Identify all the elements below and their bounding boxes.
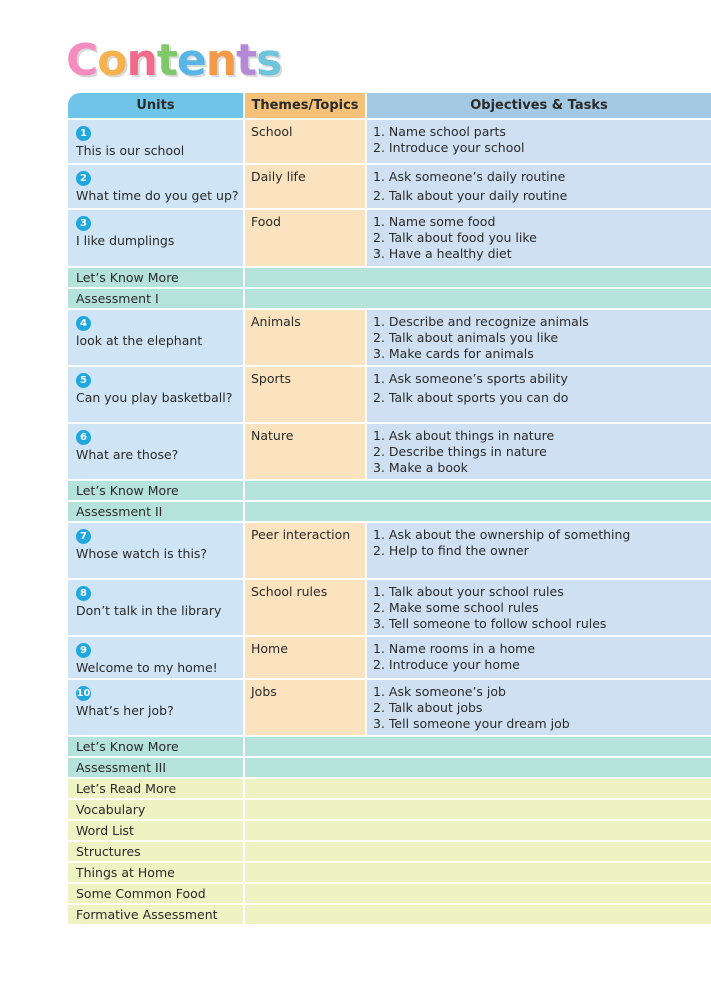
objective-item: 3. Make a book bbox=[373, 460, 468, 475]
table-header bbox=[68, 93, 711, 118]
section-row[interactable] bbox=[68, 289, 711, 308]
unit-row[interactable] bbox=[68, 210, 711, 266]
title-letter: n bbox=[205, 35, 237, 86]
unit-cell[interactable] bbox=[68, 424, 243, 479]
objective-item: 3. Make cards for animals bbox=[373, 346, 534, 361]
unit-cell[interactable] bbox=[68, 310, 243, 365]
unit-cell[interactable] bbox=[68, 637, 243, 678]
unit-row[interactable] bbox=[68, 580, 711, 635]
unit-title[interactable]: Can you play basketball? bbox=[76, 390, 233, 405]
theme-cell: Jobs bbox=[245, 680, 365, 735]
header-themes: Themes/Topics bbox=[245, 93, 365, 118]
unit-number-badge: 4 bbox=[76, 316, 91, 331]
unit-row[interactable] bbox=[68, 120, 711, 163]
objective-item: 2. Talk about animals you like bbox=[373, 330, 559, 345]
unit-row[interactable] bbox=[68, 165, 711, 208]
unit-number-badge: 1 bbox=[76, 126, 91, 141]
objectives-cell bbox=[367, 310, 711, 365]
objective-item: 2. Introduce your home bbox=[373, 657, 520, 672]
objective-item: 1. Name rooms in a home bbox=[373, 641, 536, 656]
theme-cell: Animals bbox=[245, 310, 365, 365]
appendix-fill bbox=[245, 863, 711, 882]
appendix-row[interactable] bbox=[68, 800, 711, 819]
section-fill bbox=[245, 758, 711, 777]
header-units: Units bbox=[68, 93, 243, 118]
theme-cell: School bbox=[245, 120, 365, 163]
theme-cell: Food bbox=[245, 210, 365, 266]
unit-title[interactable]: What’s her job? bbox=[76, 703, 174, 718]
unit-row[interactable] bbox=[68, 637, 711, 678]
unit-cell[interactable] bbox=[68, 165, 243, 208]
unit-title[interactable]: look at the elephant bbox=[76, 333, 203, 348]
objective-item: 1. Ask about the ownership of something bbox=[373, 527, 631, 542]
unit-title[interactable]: This is our school bbox=[76, 143, 185, 158]
theme-cell: Peer interaction bbox=[245, 523, 365, 578]
appendix-row[interactable] bbox=[68, 842, 711, 861]
appendix-row[interactable] bbox=[68, 863, 711, 882]
appendix-fill bbox=[245, 884, 711, 903]
unit-title[interactable]: What are those? bbox=[76, 447, 179, 462]
theme-cell: Daily life bbox=[245, 165, 365, 208]
unit-title[interactable]: What time do you get up? bbox=[76, 188, 239, 203]
unit-number-badge: 6 bbox=[76, 430, 91, 445]
objective-item: 3. Tell someone to follow school rules bbox=[373, 616, 607, 631]
objectives-cell bbox=[367, 680, 711, 735]
unit-number-badge: 7 bbox=[76, 529, 91, 544]
section-row[interactable] bbox=[68, 737, 711, 756]
objectives-cell bbox=[367, 367, 711, 422]
unit-cell[interactable] bbox=[68, 523, 243, 578]
section-label[interactable]: Assessment I bbox=[68, 289, 243, 308]
unit-row[interactable] bbox=[68, 367, 711, 422]
objectives-cell bbox=[367, 210, 711, 266]
section-fill bbox=[245, 268, 711, 287]
unit-number-badge: 8 bbox=[76, 586, 91, 601]
theme-cell: Home bbox=[245, 637, 365, 678]
objective-item: 2. Introduce your school bbox=[373, 140, 525, 155]
unit-cell[interactable] bbox=[68, 580, 243, 635]
appendix-row[interactable] bbox=[68, 821, 711, 840]
objective-item: 3. Have a healthy diet bbox=[373, 246, 512, 261]
objectives-cell bbox=[367, 165, 711, 208]
objectives-cell bbox=[367, 580, 711, 635]
appendix-fill bbox=[245, 842, 711, 861]
title-letter: n bbox=[126, 35, 157, 86]
unit-cell[interactable] bbox=[68, 680, 243, 735]
objectives-cell bbox=[367, 120, 711, 163]
unit-number-badge: 3 bbox=[76, 216, 91, 231]
objective-item: 2. Talk about food you like bbox=[373, 230, 537, 245]
objective-item: 3. Tell someone your dream job bbox=[373, 716, 570, 731]
unit-title[interactable]: Don’t talk in the library bbox=[76, 603, 222, 618]
theme-cell: School rules bbox=[245, 580, 365, 635]
theme-cell: Nature bbox=[245, 424, 365, 479]
section-label[interactable]: Assessment III bbox=[68, 758, 243, 777]
appendix-label[interactable]: Formative Assessment bbox=[68, 905, 243, 924]
unit-row[interactable] bbox=[68, 680, 711, 735]
appendix-row[interactable] bbox=[68, 779, 711, 798]
section-fill bbox=[245, 289, 711, 308]
section-label[interactable]: Let’s Know More bbox=[68, 737, 243, 756]
objective-item: 1. Ask someone’s daily routine bbox=[373, 169, 566, 184]
unit-number-badge: 5 bbox=[76, 373, 91, 388]
title-letter: o bbox=[97, 35, 127, 86]
appendix-fill bbox=[245, 905, 711, 924]
section-fill bbox=[245, 502, 711, 521]
appendix-label[interactable]: Structures bbox=[68, 842, 243, 861]
section-row[interactable] bbox=[68, 758, 711, 777]
section-label[interactable]: Assessment II bbox=[68, 502, 243, 521]
appendix-row[interactable] bbox=[68, 884, 711, 903]
objective-item: 1. Ask someone’s sports ability bbox=[373, 371, 568, 386]
appendix-label[interactable]: Things at Home bbox=[68, 863, 243, 882]
section-label[interactable]: Let’s Know More bbox=[68, 268, 243, 287]
appendix-fill bbox=[245, 779, 711, 798]
unit-cell[interactable] bbox=[68, 367, 243, 422]
objective-item: 1. Talk about your school rules bbox=[373, 584, 564, 599]
section-row[interactable] bbox=[68, 268, 711, 287]
objective-item: 2. Talk about sports you can do bbox=[373, 390, 569, 405]
title-letter: t bbox=[236, 35, 257, 86]
objectives-cell bbox=[367, 637, 711, 678]
title-letter: C bbox=[66, 35, 98, 86]
theme-cell: Sports bbox=[245, 367, 365, 422]
section-fill bbox=[245, 737, 711, 756]
unit-row[interactable] bbox=[68, 310, 711, 365]
unit-number-badge: 2 bbox=[76, 171, 91, 186]
title-letter: t bbox=[156, 35, 177, 86]
objectives-cell bbox=[367, 424, 711, 479]
title-letter: s bbox=[256, 35, 282, 86]
objectives-cell bbox=[367, 523, 711, 578]
objective-item: 2. Make some school rules bbox=[373, 600, 539, 615]
appendix-fill bbox=[245, 821, 711, 840]
objective-item: 2. Describe things in nature bbox=[373, 444, 547, 459]
appendix-label[interactable]: Some Common Food bbox=[68, 884, 243, 903]
unit-cell[interactable] bbox=[68, 120, 243, 163]
unit-title[interactable]: Whose watch is this? bbox=[76, 546, 208, 561]
header-objectives: Objectives & Tasks bbox=[367, 93, 711, 118]
page-title bbox=[66, 36, 281, 86]
objective-item: 1. Name some food bbox=[373, 214, 496, 229]
unit-title[interactable]: Welcome to my home! bbox=[76, 660, 218, 675]
objective-item: 1. Ask about things in nature bbox=[373, 428, 555, 443]
objective-item: 2. Talk about jobs bbox=[373, 700, 483, 715]
title-letter: e bbox=[176, 35, 206, 86]
objective-item: 1. Name school parts bbox=[373, 124, 506, 139]
unit-cell[interactable] bbox=[68, 210, 243, 266]
unit-number-badge: 10 bbox=[76, 688, 91, 699]
section-label[interactable]: Let’s Know More bbox=[68, 481, 243, 500]
appendix-row[interactable] bbox=[68, 905, 711, 924]
section-row[interactable] bbox=[68, 502, 711, 521]
unit-row[interactable] bbox=[68, 523, 711, 578]
contents-table bbox=[68, 93, 711, 926]
unit-number-badge: 9 bbox=[76, 643, 91, 658]
section-fill bbox=[245, 481, 711, 500]
objective-item: 1. Describe and recognize animals bbox=[373, 314, 589, 329]
appendix-label[interactable]: Vocabulary bbox=[68, 800, 243, 819]
section-row[interactable] bbox=[68, 481, 711, 500]
appendix-label[interactable]: Word List bbox=[68, 821, 243, 840]
objective-item: 2. Talk about your daily routine bbox=[373, 188, 568, 203]
unit-title[interactable]: I like dumplings bbox=[76, 233, 175, 248]
objective-item: 2. Help to find the owner bbox=[373, 543, 529, 558]
appendix-fill bbox=[245, 800, 711, 819]
objective-item: 1. Ask someone’s job bbox=[373, 684, 506, 699]
appendix-label[interactable]: Let’s Read More bbox=[68, 779, 243, 798]
unit-row[interactable] bbox=[68, 424, 711, 479]
